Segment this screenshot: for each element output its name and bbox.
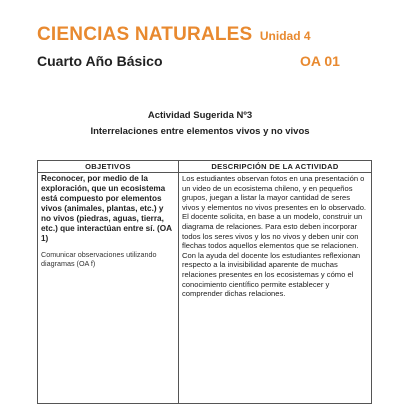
- unit-label: Unidad 4: [259, 29, 311, 43]
- oa-label: OA 01: [300, 53, 340, 69]
- description-cell: Los estudiantes observan fotos en una presentación o un video de un ecosistema chileno, y en pequeños grupos, juegan a listar la mayor cantidad de seres vivos y elementos no vivos presentes en lo observado. El docente solicita, en base a un modelo, construir un diagrama de relaciones. Para esto deben incorporar todos los seres vivos y los no vivos y deben unir con flechas todos aquellos elementos que se relacionen. Con la ayuda del docente los estudiantes reflexionan respecto a la invisibilidad aparente de muchas relaciones presentes en los ecosistemas y cómo el conocimiento científico permite establecer y comprender dichas relaciones.: [179, 173, 372, 404]
- subject-title: CIENCIAS NATURALES: [37, 24, 253, 45]
- objectives-header: OBJETIVOS: [38, 161, 179, 173]
- table-row: [38, 173, 372, 404]
- description-header: DESCRIPCIÓN DE LA ACTIVIDAD: [179, 161, 372, 173]
- document-title: [37, 24, 311, 46]
- objective-secondary: Comunicar observaciones utilizando diagramas (OA f): [41, 250, 157, 268]
- objective-main: Reconocer, por medio de la exploración, que un ecosistema está compuesto por elementos vivos (animales, plantas, etc.) y no vivos (piedras, aguas, tierra, etc.) que interactúan entre sí. (OA 1): [41, 174, 172, 243]
- grade-label: Cuarto Año Básico: [37, 53, 163, 69]
- objectives-cell: [38, 173, 179, 404]
- activity-title: Actividad Sugerida Nº3: [147, 110, 253, 121]
- table-header-row: [38, 161, 372, 173]
- activity-table: [37, 160, 372, 404]
- activity-subtitle: Interrelaciones entre elementos vivos y no vivos: [90, 126, 310, 137]
